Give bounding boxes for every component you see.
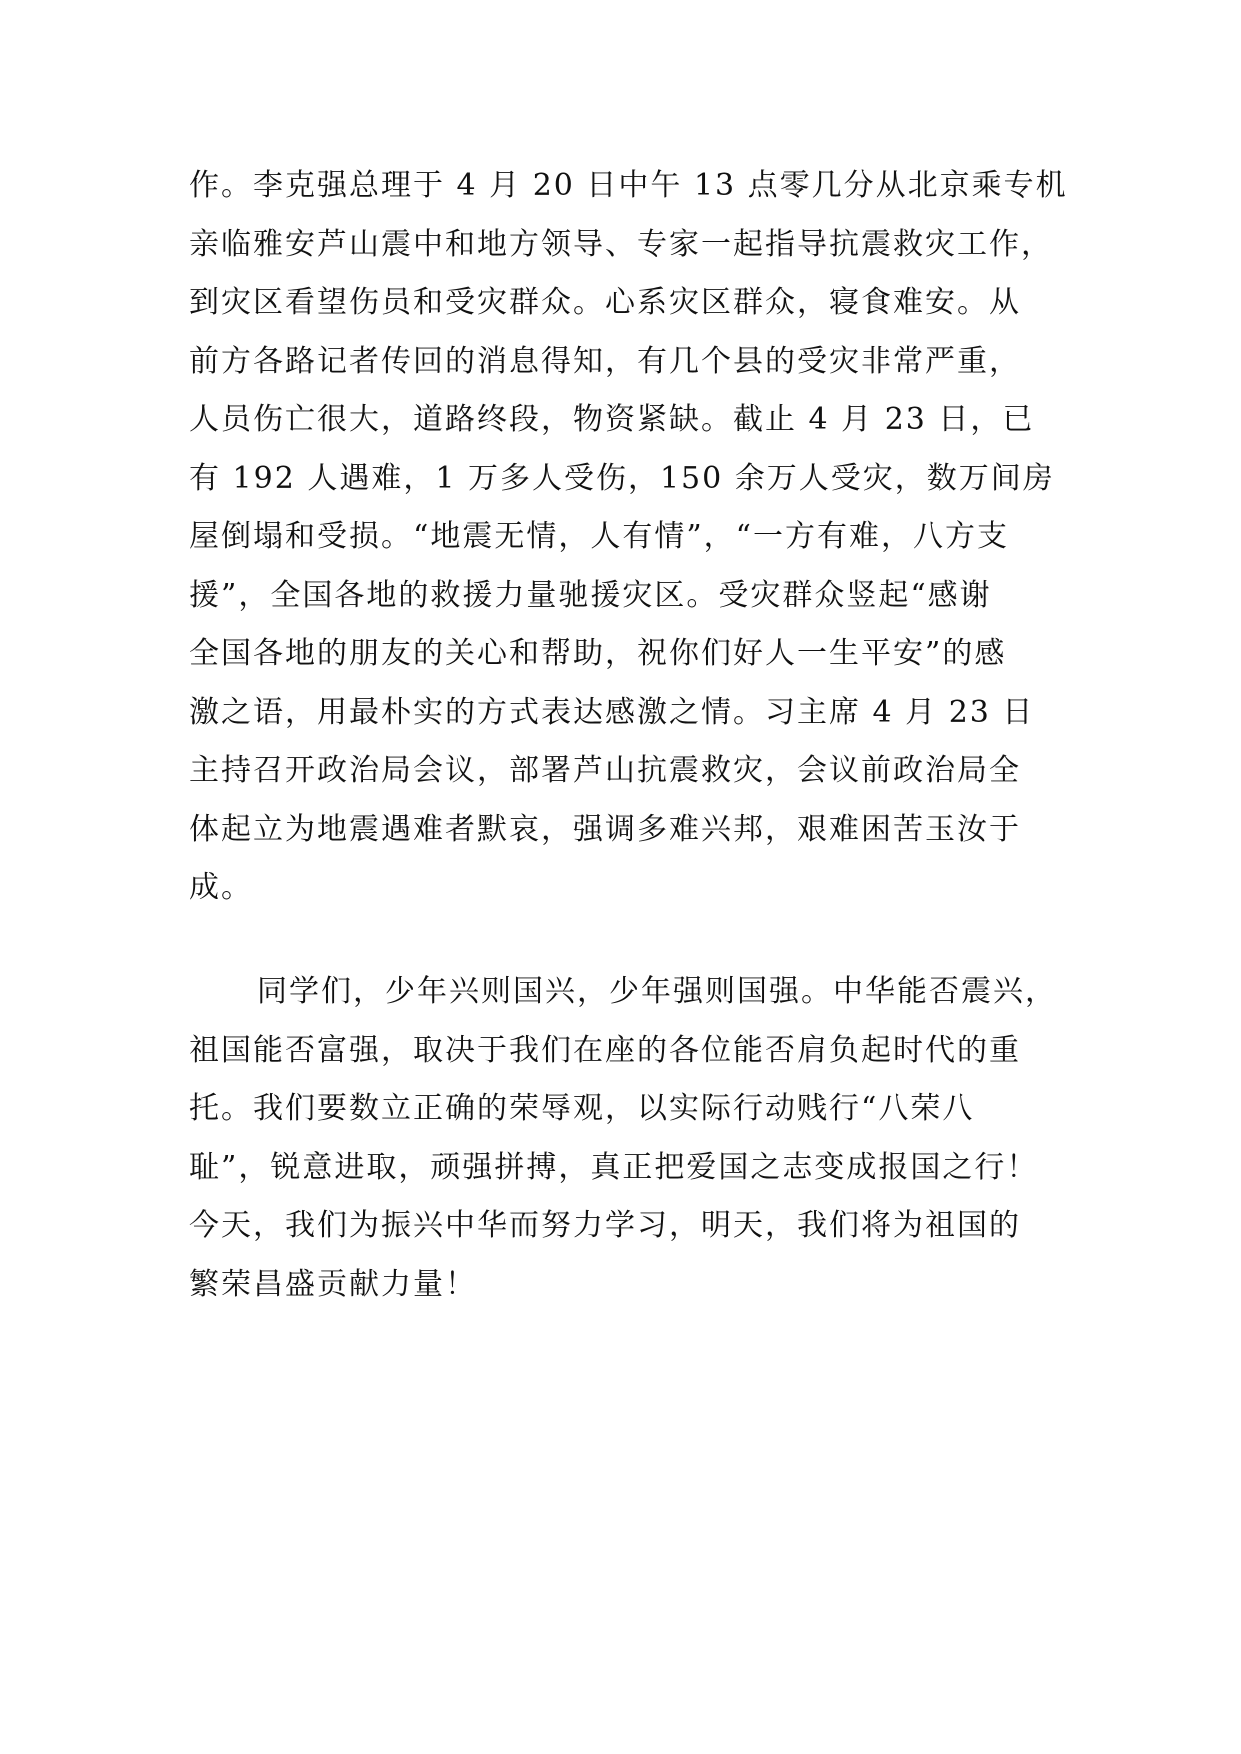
paragraph-2 [189, 963, 1089, 1314]
paragraph-line: 到灾区看望伤员和受灾群众。心系灾区群众，寝食难安。从 [189, 285, 1021, 320]
paragraph-line: 耻”，锐意进取，顽强拼搏，真正把爱国之志变成报国之行！ [189, 1149, 1039, 1185]
paragraph-line: 托。我们要数立正确的荣辱观，以实际行动贱行“八荣八 [189, 1091, 975, 1126]
paragraph-line: 亲临雅安芦山震中和地方领导、专家一起指导抗震救灾工作， [189, 226, 1053, 262]
paragraph-1 [189, 157, 1089, 918]
paragraph-line: 作。李克强总理于 4 月 20 日中午 13 点零几分从北京乘专机 [189, 168, 1068, 203]
paragraph-line: 同学们，少年兴则国兴，少年强则国强。中华能否震兴， [257, 974, 1057, 1009]
paragraph-line: 主持召开政治局会议，部署芦山抗震救灾，会议前政治局全 [189, 753, 1021, 788]
paragraph-line: 繁荣昌盛贡献力量！ [189, 1266, 477, 1302]
paragraph-line: 今天，我们为振兴中华而努力学习，明天，我们将为祖国的 [189, 1208, 1021, 1243]
paragraph-line: 全国各地的朋友的关心和帮助，祝你们好人一生平安”的感 [189, 636, 1007, 671]
paragraph-line: 体起立为地震遇难者默哀，强调多难兴邦，艰难困苦玉汝于 [189, 811, 1021, 847]
paragraph-line: 有 192 人遇难，1 万多人受伤，150 余万人受灾，数万间房 [189, 460, 1055, 496]
paragraph-line: 人员伤亡很大，道路终段，物资紧缺。截止 4 月 23 日，已 [189, 402, 1035, 437]
paragraph-line: 祖国能否富强，取决于我们在座的各位能否肩负起时代的重 [189, 1032, 1021, 1068]
paragraph-line: 前方各路记者传回的消息得知，有几个县的受灾非常严重， [189, 343, 1021, 379]
paragraph-line: 屋倒塌和受损。“地震无情，人有情”，“一方有难，八方支 [189, 519, 1010, 554]
paragraph-line: 援”，全国各地的救援力量驰援灾区。受灾群众竖起“感谢 [189, 577, 992, 613]
paragraph-line: 激之语，用最朴实的方式表达感激之情。习主席 4 月 23 日 [189, 694, 1035, 730]
paragraph-line: 成。 [189, 870, 253, 905]
